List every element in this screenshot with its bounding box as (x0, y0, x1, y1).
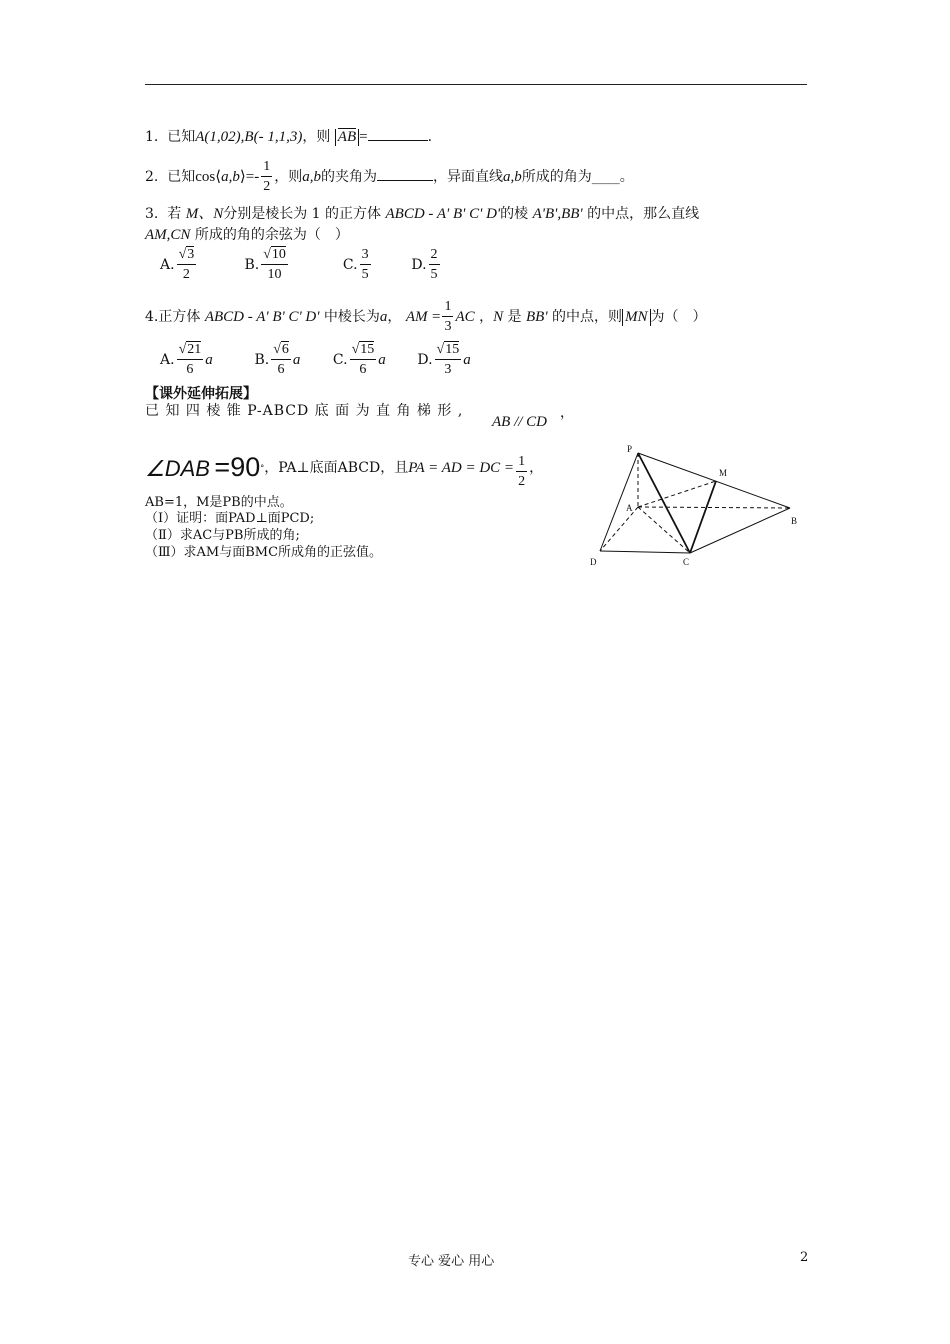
subquestion-2: （Ⅱ）求AC与PB所成的角; (145, 528, 300, 543)
question-4: 4.正方体 ABCD - A' B' C' D' 中棱长为a， AM = $\frac{1}{3}$ AC ，N 是 BB' 的中点，则 MN 为（ ） (145, 299, 707, 334)
edge-pc (638, 453, 690, 553)
math-vectors: a,b (302, 169, 321, 185)
text: 的夹角为 (320, 169, 377, 185)
option-a[interactable]: A. $\frac{√3}{2}$ (160, 247, 195, 282)
label-m: M (719, 468, 728, 478)
problem-line-2: ∠DAB =90°，PA⊥底面ABCD，且PA = AD = DC = $\frac{1}{2}$ ， (145, 452, 544, 489)
text: 已知 (167, 129, 196, 145)
math-points: A(1,02),B(- 1,1,3) (195, 129, 303, 145)
question-number: 2. (145, 169, 159, 185)
text: ， (479, 309, 494, 325)
text: 分别是棱长为 1 的正方体 (223, 206, 382, 222)
math-edges: A'B',BB' (532, 206, 583, 222)
math-am: AM (405, 309, 428, 325)
question-2: 2. 已知cos⟨a,b⟩=- $\frac{1}{2}$ ，则a,b的夹角为 ，异面直线a,b所成的角为____。 (145, 159, 634, 194)
segment-am (638, 481, 716, 507)
text: 中棱长为 (323, 309, 380, 325)
page-number: 2 (800, 1250, 809, 1265)
text: ，则 (274, 169, 303, 185)
text: 是 (507, 309, 522, 325)
text: 所成的角的余弦为（ ） (194, 227, 349, 243)
problem-line-3: AB=1，M是PB的中点。 (145, 495, 293, 510)
text: . (427, 129, 433, 145)
text: ，则 (302, 129, 331, 145)
math-ab-parallel-cd: AB // CD (492, 414, 547, 430)
math-lines: AM,CN (145, 227, 191, 243)
edge-ad (600, 507, 638, 551)
option-d[interactable]: D. $\frac{2}{5}$ (411, 247, 438, 282)
fraction: $\frac{1}{2}$ (518, 454, 526, 489)
text: 的中点，则 (552, 309, 622, 325)
option-c[interactable]: C. $\frac{√15}{6}$ a (332, 342, 386, 377)
subquestion-3: （Ⅲ）求AM与面BMC所成角的正弦值。 (145, 545, 383, 560)
header-rule (145, 84, 807, 85)
question-3-options (160, 248, 461, 282)
fraction: $\frac{1}{2}$ (263, 159, 271, 194)
edge-pd (600, 453, 638, 551)
question-number: 3. (145, 206, 159, 222)
text: 已知 (167, 169, 196, 185)
math-cos: cos (195, 169, 216, 185)
text: ，PA⊥底面ABCD，且 (264, 460, 409, 476)
edge-ac (638, 507, 690, 553)
option-d[interactable]: D. $\frac{√15}{3}$ a (417, 342, 471, 377)
text: = (359, 129, 368, 145)
math-mn: MN (625, 309, 648, 325)
pyramid-figure (585, 440, 805, 570)
label-b: B (791, 516, 798, 526)
math-cube: ABCD - A' B' C' D' (385, 206, 501, 222)
text: 若 (167, 206, 182, 222)
math-ac: AC (455, 309, 475, 325)
vector-ab: AB (337, 129, 357, 145)
segment-cm (690, 481, 716, 553)
text: 为（ ） (650, 309, 707, 325)
label-c: C (683, 557, 690, 567)
answer-blank[interactable] (368, 126, 428, 141)
option-a[interactable]: A. $\frac{√21}{6}$ a (160, 342, 213, 377)
text: 正方体 (158, 309, 201, 325)
fraction: $\frac{1}{3}$ (444, 299, 452, 334)
subquestion-1: （Ⅰ）证明：面PAD⊥面PCD; (145, 511, 315, 526)
option-b[interactable]: B. $\frac{√10}{10}$ (244, 247, 286, 282)
text: 的棱 (500, 206, 529, 222)
math-angle: ∠DAB (145, 456, 210, 481)
question-1 (145, 126, 432, 146)
question-number: 4. (145, 309, 159, 325)
text: ， (387, 309, 402, 325)
math-equalities: PA = AD = DC = (408, 460, 515, 476)
text: ， (560, 405, 574, 421)
text: 的中点，那么直线 (587, 206, 700, 222)
problem-line-1: 已 知 四 棱 锥 P-ABCD 底 面 为 直 角 梯 形 , (145, 403, 464, 419)
text: 所成的角为 (521, 169, 592, 185)
answer-blank[interactable] (377, 166, 433, 181)
question-3-line-1 (145, 202, 699, 223)
math-90: =90 (214, 452, 261, 482)
question-number: 1. (145, 129, 159, 145)
math-lines: a,b (502, 169, 522, 185)
math-bb: BB' (526, 309, 548, 325)
text: =- (245, 169, 260, 185)
option-c[interactable]: C. $\frac{3}{5}$ (342, 247, 369, 282)
math-n: N (493, 309, 504, 325)
answer-blank[interactable]: ____。 (591, 169, 634, 185)
question-4-options (160, 343, 497, 377)
label-p: P (627, 444, 633, 454)
math-vectors: a,b (221, 169, 240, 185)
option-b[interactable]: B. $\frac{√6}{6}$ a (254, 342, 301, 377)
footer-slogan: 专心 爱心 用心 (408, 1254, 495, 1269)
edge-ab (638, 507, 790, 508)
edge-dc (600, 551, 690, 553)
text: ，异面直线 (432, 169, 503, 185)
edge-cb (690, 508, 790, 553)
question-3-line-2 (145, 224, 349, 244)
label-a: A (626, 503, 633, 513)
math-cube: ABCD - A' B' C' D' (204, 309, 320, 325)
label-d: D (590, 557, 597, 567)
math-points: M、N (185, 206, 224, 222)
section-heading: 【课外延伸拓展】 (145, 386, 257, 402)
math-var: a (379, 309, 388, 325)
